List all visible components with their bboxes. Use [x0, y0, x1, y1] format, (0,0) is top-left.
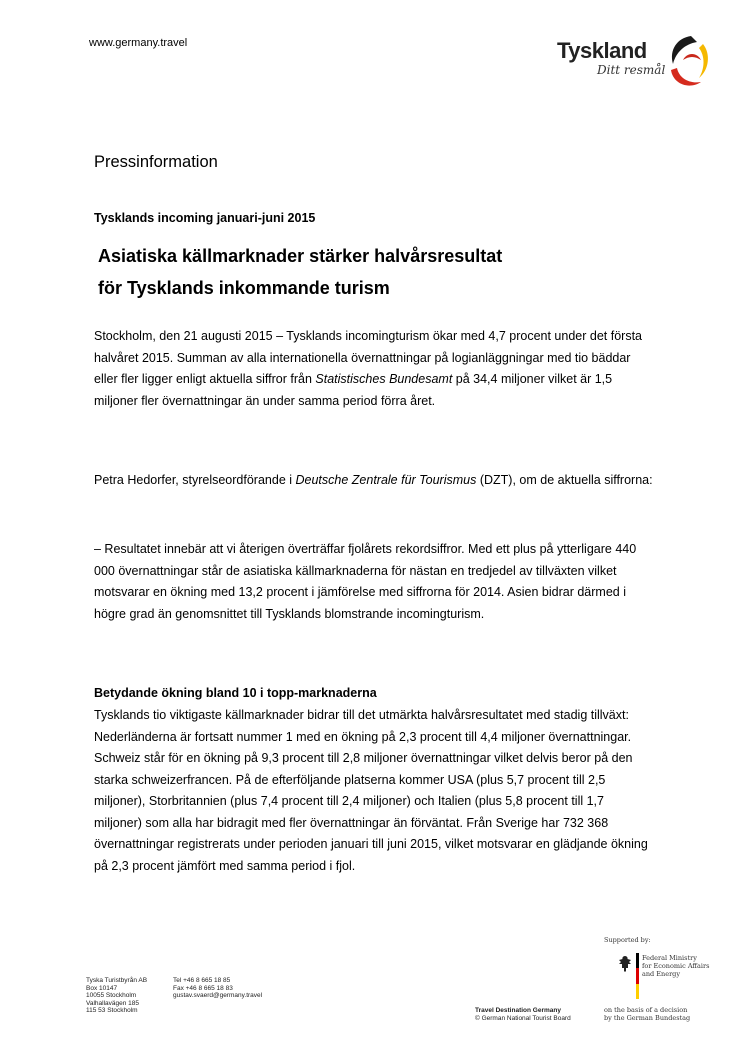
address-line: 10055 Stockholm: [86, 992, 137, 999]
eagle-icon: [618, 955, 632, 973]
bundestag-basis: [604, 1007, 690, 1022]
paragraph-2: [94, 470, 654, 492]
subheading: Tysklands incoming januari-juni 2015: [94, 211, 316, 225]
p2-text-a: Petra Hedorfer, styrelseordförande i: [94, 473, 296, 487]
contact-phone: Tel +46 8 665 18 85: [173, 977, 231, 984]
address-line: Box 10147: [86, 984, 118, 992]
p2-emphasis: Deutsche Zentrale für Tourismus: [295, 473, 477, 487]
footer-contact: [173, 977, 262, 1000]
address-line: Tyska Turistbyrån AB: [86, 977, 148, 984]
footer-tdg: [475, 1007, 571, 1022]
p1-emphasis-2: Bundesamt: [389, 372, 453, 386]
p1-text-b: på 34,4 miljoner vilket är 1,5 miljoner fler övernattningar än under samma period förra året.: [94, 372, 613, 408]
contact-fax: Fax +46 8 665 18 83: [173, 984, 233, 992]
german-flag-bar: [636, 953, 639, 999]
basis-line-2: by the German Bundestag: [604, 1013, 691, 1022]
headline-line-2: för Tysklands inkommande turism: [98, 278, 390, 298]
ministry-line-3: and Energy: [642, 970, 681, 978]
headline-line-1: Asiatiska källmarknader stärker halvårsresultat: [98, 246, 503, 266]
logo-subtitle: Ditt resmål: [597, 63, 666, 77]
p2-text-b: (DZT), om de aktuella siffrorna:: [476, 473, 653, 487]
flag-stripe-gold: [636, 984, 639, 999]
basis-line-1: on the basis of a decision: [604, 1006, 688, 1014]
paragraph-4: Tysklands tio viktigaste källmarknader bidrar till det utmärkta halvårsresultatet med stadig tillväxt: Nederländerna är fortsatt nummer 1 med en ökning på 2,3 procent till 4,4 miljoner övernattningar. Schweiz står för en ökning på 9,3 procent till 2,8 miljoner övernattningar vilket delvis beror på den starka schweizerfrancen. På de efterföljande platserna kommer USA (plus 5,7 procent till 2,5 miljoner), Storbritannien (plus 7,4 procent till 2,4 miljoner) och Italien (plus 5,8 procent till 1,7 miljoner) som alla har bidragit med fler övernattningar än förväntat. Från Sverige har 732 368 övernattningar registrerats under perioden januari till juni 2015, vilket motsvarar en glädjande ökning på 2,3 procent jämfört med samma period i fjol.: [94, 708, 648, 873]
address-line: Valhallavägen 185: [86, 999, 140, 1007]
ministry-name: [642, 954, 709, 978]
section-heading: Betydande ökning bland 10 i topp-marknaderna: [94, 686, 377, 700]
ministry-line-2: for Economic Affairs: [642, 962, 710, 970]
website-url: www.germany.travel: [89, 37, 188, 49]
tdg-name: Travel Destination Germany: [475, 1007, 561, 1014]
paragraph-1: [94, 326, 654, 412]
logo-title: Tyskland: [557, 38, 647, 63]
ministry-line-1: Federal Ministry: [642, 954, 697, 962]
headline: [98, 240, 658, 304]
tyskland-logo: [553, 30, 713, 90]
swirl-logo-icon: [663, 30, 711, 90]
footer-address: [86, 977, 147, 1015]
contact-email[interactable]: gustav.svaerd@germany.travel: [173, 992, 263, 999]
paragraph-3: – Resultatet innebär att vi återigen överträffar fjolårets rekordsiffror. Med ett plus på ytterligare 440 000 övernattningar står de asiatiska källmarknaderna för nästan en tredjedel av tillväxten vilket motsvarar en ökning med 13,2 procent i jämförelse med siffrorna för 2014. Asien bidrar därmed i högre grad än genomsnittet till Tysklands blomstrande incomingturism.: [94, 542, 637, 621]
tdg-copyright: © German National Tourist Board: [475, 1014, 571, 1022]
p1-emphasis-1: Statistisches: [315, 372, 386, 386]
address-line: 115 53 Stockholm: [86, 1007, 138, 1014]
flag-stripe-black: [636, 953, 639, 968]
document-label: Pressinformation: [94, 153, 218, 171]
p1-text-a: Stockholm, den 21 augusti 2015 – Tysklands incomingturism ökar med 4,7 procent under det första halvåret 2015. Summan av alla internationella övernattningar på logianläggningar med tio bäddar eller fler ligger enligt aktuella siffror från: [94, 329, 642, 386]
flag-stripe-red: [636, 968, 639, 983]
supported-by-label: Supported by:: [604, 936, 651, 944]
